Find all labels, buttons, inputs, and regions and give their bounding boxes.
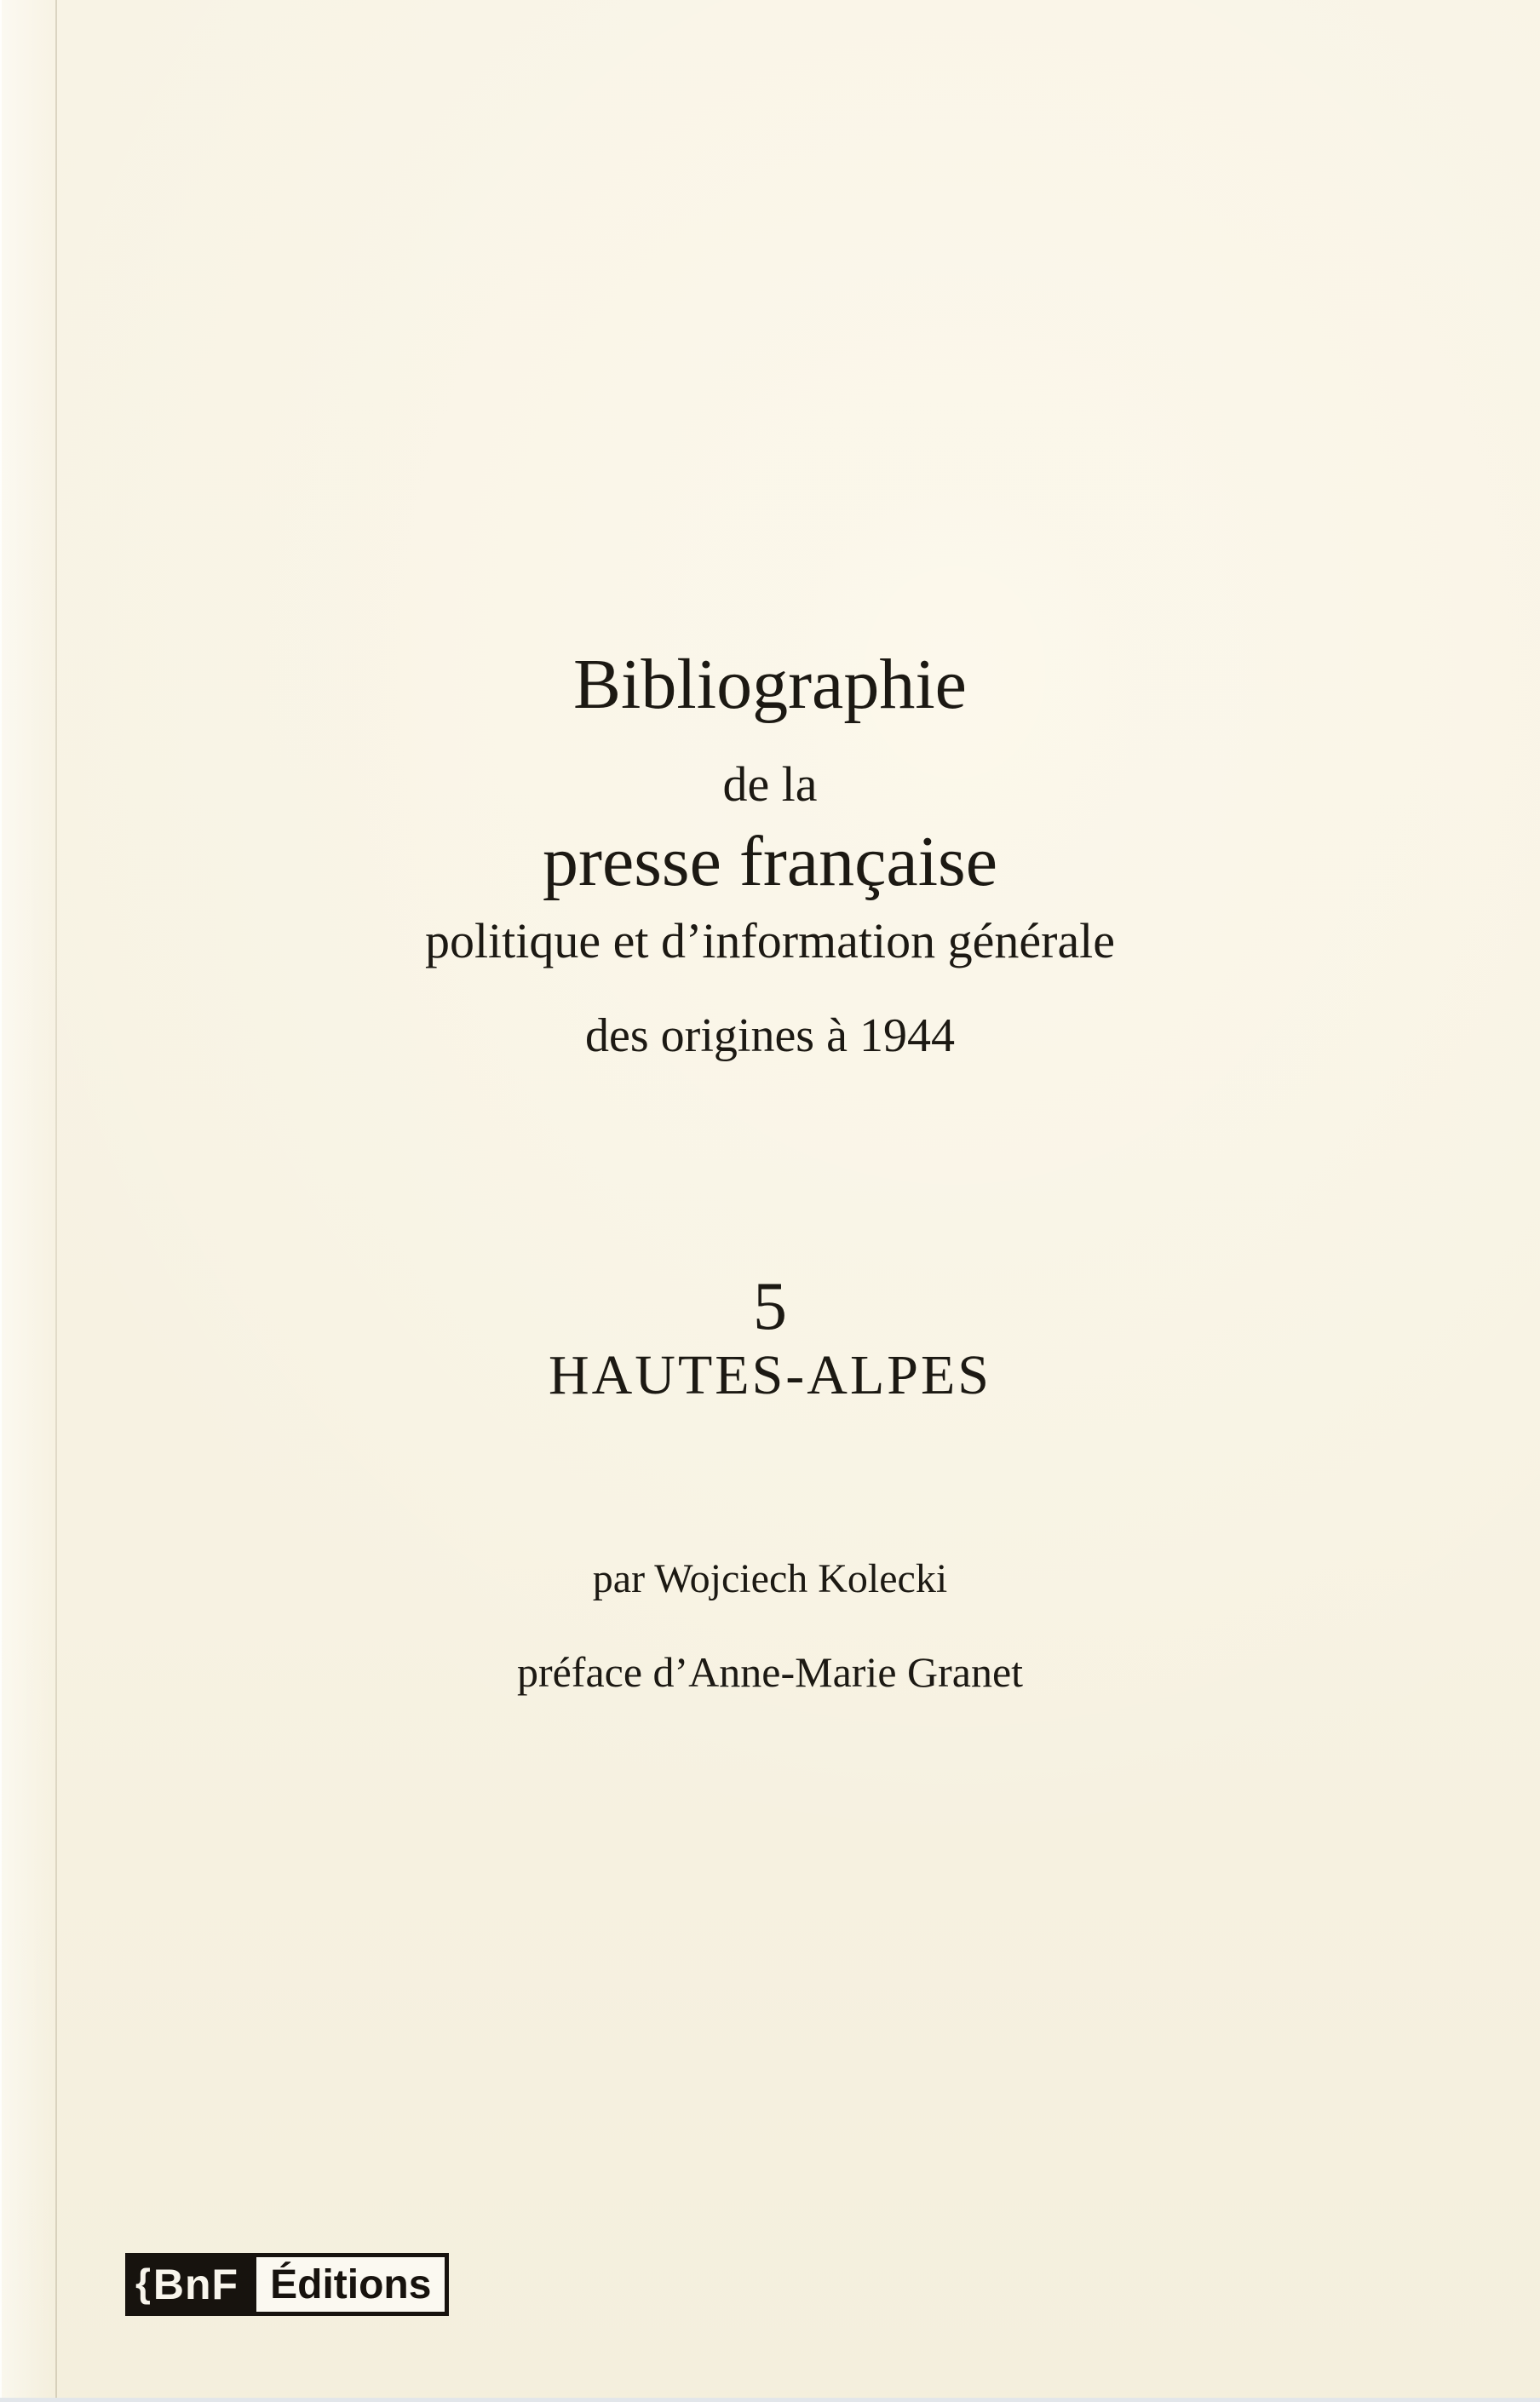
left-edge-light-strip xyxy=(0,0,55,2402)
title-line-de-la: de la xyxy=(722,756,818,812)
scan-edge-bottom xyxy=(0,2398,1540,2402)
bnf-logo-text: BnF xyxy=(152,2261,239,2308)
title-line-presse-francaise: presse française xyxy=(542,822,998,901)
scan-edge-left xyxy=(0,0,2,2402)
editions-logo-text: Éditions xyxy=(270,2261,432,2307)
editions-logo-box xyxy=(252,2253,449,2316)
bnf-logo-black-box xyxy=(125,2253,252,2316)
title-line-subtitle: politique et d’information générale xyxy=(424,913,1116,968)
preface-credit: préface d’Anne-Marie Granet xyxy=(516,1648,1024,1696)
title-line-date-range: des origines à 1944 xyxy=(585,1009,955,1062)
spine-crease-line xyxy=(55,0,57,2402)
author-credit: par Wojciech Kolecki xyxy=(592,1556,948,1601)
bnf-editions-logo xyxy=(125,2253,449,2316)
bnf-brace-icon: { xyxy=(135,2261,152,2305)
volume-number: 5 xyxy=(753,1269,787,1344)
volume-title: HAUTES-ALPES xyxy=(548,1344,991,1406)
title-line-bibliographie: Bibliographie xyxy=(573,645,967,724)
